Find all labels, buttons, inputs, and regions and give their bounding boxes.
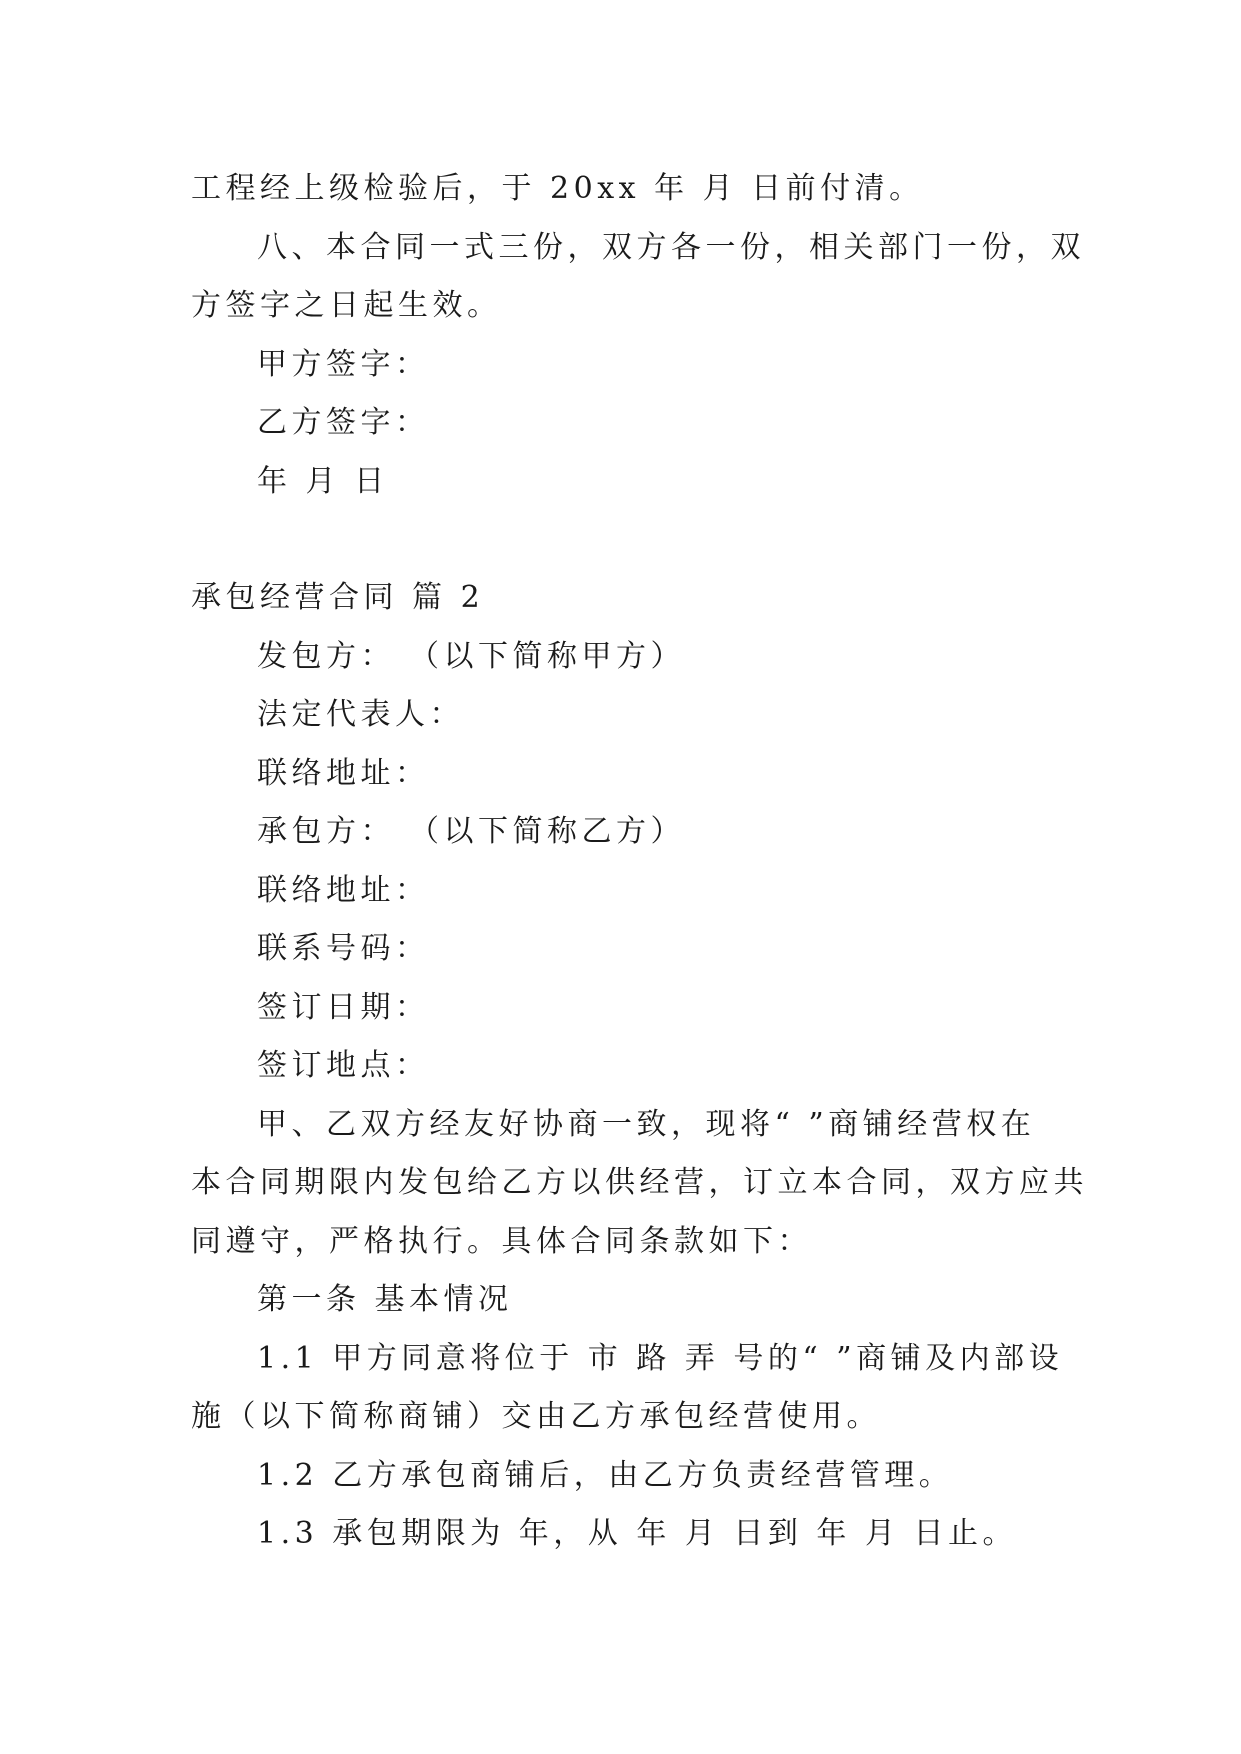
party-b-signature: 乙方签字： xyxy=(257,405,430,440)
contractor-address-field: 联络地址： xyxy=(257,872,430,908)
section-gap xyxy=(191,511,1061,569)
clause-text: 1.2 乙方承包商铺后，由乙方负责经营管理。 xyxy=(257,1457,954,1493)
text-line: 甲、乙双方经友好协商一致，现将“ ”商铺经营权在 xyxy=(257,1106,1036,1142)
text-line: 工程经上级检验后，于 20xx 年 月 日前付清。 xyxy=(191,171,924,206)
clause-text: 1.3 承包期限为 年，从 年 月 日到 年 月 日止。 xyxy=(257,1516,1017,1551)
article-heading: 第一条 基本情况 xyxy=(257,1282,513,1317)
phone-field: 联系号码： xyxy=(257,931,430,966)
party-a-signature: 甲方签字： xyxy=(257,346,430,382)
contractor-field: 承包方： （以下简称乙方） xyxy=(257,814,686,849)
text-line: 八、本合同一式三份，双方各一份，相关部门一份，双 xyxy=(257,229,1085,265)
document-page xyxy=(191,160,1088,1564)
clause-text: 施（以下简称商铺）交由乙方承包经营使用。 xyxy=(191,1399,881,1434)
legal-representative-field: 法定代表人： xyxy=(257,697,464,732)
issuer-address-field: 联络地址： xyxy=(257,755,430,791)
section-title: 承包经营合同 篇 2 xyxy=(191,580,485,615)
signing-location-field: 签订地点： xyxy=(257,1048,430,1083)
signing-date-field: 签订日期： xyxy=(257,989,430,1025)
text-line: 方签字之日起生效。 xyxy=(191,288,502,323)
signature-date: 年 月 日 xyxy=(257,463,389,499)
text-line: 同遵守，严格执行。具体合同条款如下： xyxy=(191,1223,812,1259)
text-line: 本合同期限内发包给乙方以供经营，订立本合同，双方应共 xyxy=(191,1165,1088,1200)
issuer-field: 发包方： （以下简称甲方） xyxy=(257,638,686,674)
clause-text: 1.1 甲方同意将位于 市 路 弄 号的“ ”商铺及内部设 xyxy=(257,1340,1064,1376)
